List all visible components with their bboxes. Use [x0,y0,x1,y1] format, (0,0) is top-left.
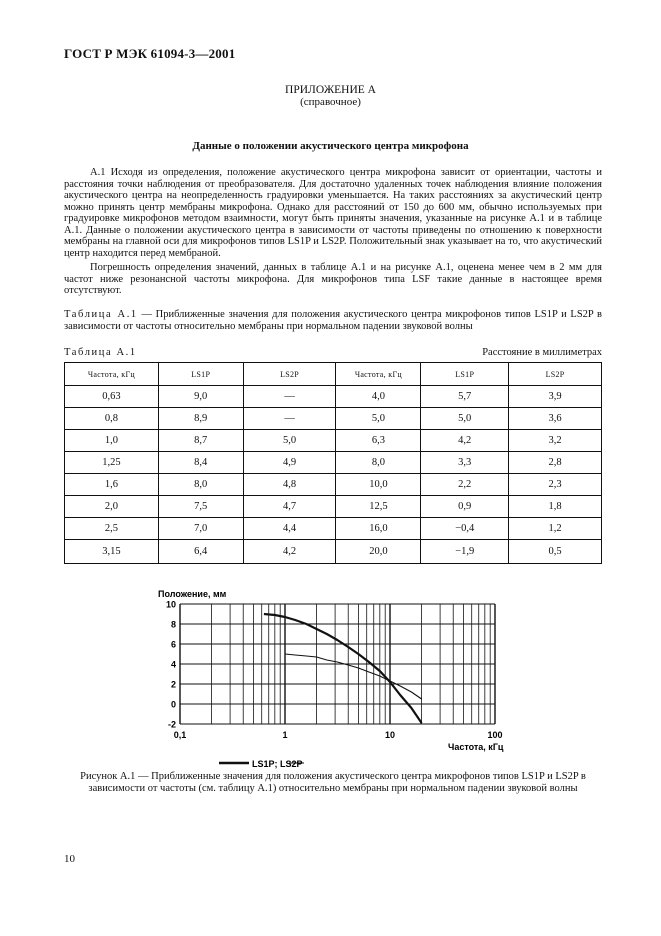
header-cell: LS1P [421,363,509,386]
table-row [65,474,602,496]
header-cell: LS2P [243,363,336,386]
y-tick-label: 8 [170,619,176,630]
appendix-subtitle: (справочное) [300,96,361,108]
chart-series [264,614,422,723]
table-cell: — [243,408,336,430]
table-cell: 4,8 [243,474,336,496]
table-units: Расстояние в миллиметрах [482,347,602,358]
table-cell: 9,0 [158,386,243,408]
table-cell: — [243,386,336,408]
figure-caption: Рисунок А.1 — Приближенные значения для положения акустического центра микрофонов типов LS1P и LS2P в зависимости от частоты (см. таблицу А.1) относительно мембраны при нормальном падении звуковой волны [80,771,586,794]
table-cell: 0,8 [65,408,159,430]
table-cell: 2,2 [421,474,509,496]
page-number: 10 [64,853,75,865]
table-cell: −0,4 [421,518,509,540]
document-header: ГОСТ Р МЭК 61094-3—2001 [64,46,236,61]
chart-x-ticks [174,730,503,740]
table-cell: 1,6 [65,474,159,496]
table-row [65,496,602,518]
table-cell: 12,5 [336,496,421,518]
y-tick-label: 2 [170,679,176,690]
table-cell: 4,9 [243,452,336,474]
table-cell: 7,5 [158,496,243,518]
table-cell: 3,15 [65,540,159,564]
table-cell: 6,4 [158,540,243,564]
table-cell: 8,0 [336,452,421,474]
table-cell: −1,9 [421,540,509,564]
table-cell: 4,7 [243,496,336,518]
table-header-row [65,363,602,386]
table-cell: 1,2 [509,518,602,540]
table-cell: 1,8 [509,496,602,518]
table-caption-text: — Приближенные значения для положения акустического центра микрофонов типов LS1P и LS2P в зависимости от частоты относительно мембраны при нормальном падении звуковой волны [64,309,602,332]
table-caption [64,309,602,333]
header-cell: Частота, кГц [65,363,159,386]
table-cell: 2,5 [65,518,159,540]
table-label: Таблица А.1 [64,347,137,358]
table-cell: 10,0 [336,474,421,496]
table-row [65,408,602,430]
data-table [64,362,602,564]
table-cell: 5,7 [421,386,509,408]
table-cell: 0,5 [509,540,602,564]
table-cell: 16,0 [336,518,421,540]
chart-grid [180,604,495,724]
table-row [65,518,602,540]
y-tick-label: 0 [170,699,176,710]
chart-y-ticks [166,600,176,730]
x-tick-label: 10 [384,730,396,740]
paragraph-accuracy: Погрешность определения значений, данных в таблице А.1 и на рисунке А.1, оценена менее чем в 2 мм для частот ниже резонансной частоты микрофона. Для микрофонов типа LSF такие данные в настоящее время отсутствуют. [64,262,602,296]
table-cell: 0,9 [421,496,509,518]
table-row [65,430,602,452]
table-cell: 7,0 [158,518,243,540]
table-row [65,540,602,564]
table-cell: 8,4 [158,452,243,474]
table-cell: 4,0 [336,386,421,408]
y-tick-label: 6 [170,639,176,650]
x-tick-label: 100 [487,730,503,740]
appendix-title: ПРИЛОЖЕНИЕ А [285,84,376,96]
table-cell: 5,0 [336,408,421,430]
table-cell: 1,25 [65,452,159,474]
header-cell: LS2P [509,363,602,386]
section-title: Данные о положении акустического центра микрофона [192,140,469,152]
table-caption-lead: Таблица А.1 [64,309,138,320]
table-cell: 3,9 [509,386,602,408]
series-line-ls1p [264,614,422,723]
table-cell: 2,3 [509,474,602,496]
table-cell: 4,4 [243,518,336,540]
table-cell: 4,2 [243,540,336,564]
header-cell: LS1P [158,363,243,386]
chart-y-axis-label: Положение, мм [158,589,227,599]
table-row [65,386,602,408]
table-cell: 8,0 [158,474,243,496]
paragraph-a1: А.1 Исходя из определения, положение акустического центра микрофона зависит от ориентации, частоты и расстояния точки наблюдения от преобразователя. Для достаточно удаленных точек наблюдения влияние положения акустического центра на неопределенность градуировки уменьшается. На таких расстояниях за акустический центр можно принять центр мембраны микрофона. Однако для расстояний от 150 до 600 мм, обычно используемых при градуировке микрофонов методом взаимности, могут быть приняты значения, указанные на рисунке А.1 и в таблице А.1. Данные о положении акустического центра в зависимости от частоты приведены по отношению к поверхности мембраны на главной оси для микрофонов типов LS1P и LS2P. Положительный знак указывает на то, что акустический центр находится перед мембраной. [64,167,602,259]
table-cell: 8,7 [158,430,243,452]
x-tick-label: 1 [282,730,288,740]
x-tick-label: 0,1 [173,730,187,740]
y-tick-label: -2 [167,719,176,730]
y-tick-label: 10 [165,599,176,610]
table-cell: 6,3 [336,430,421,452]
table-cell: 0,63 [65,386,159,408]
table-cell: 3,2 [509,430,602,452]
chart-x-axis-label: Частота, кГц [448,742,504,752]
table-cell: 2,8 [509,452,602,474]
table-cell: 8,9 [158,408,243,430]
table-cell: 3,3 [421,452,509,474]
series-line-ls2p [285,654,422,699]
table-cell: 2,0 [65,496,159,518]
y-tick-label: 4 [170,659,176,670]
header-cell: Частота, кГц [336,363,421,386]
table-cell: 20,0 [336,540,421,564]
table-cell: 1,0 [65,430,159,452]
table-row [65,452,602,474]
table-cell: 3,6 [509,408,602,430]
position-vs-frequency-chart [150,584,530,770]
table-cell: 5,0 [421,408,509,430]
table-cell: 5,0 [243,430,336,452]
table-cell: 4,2 [421,430,509,452]
chart-legend-text: LS1P; LS2P [252,759,303,769]
